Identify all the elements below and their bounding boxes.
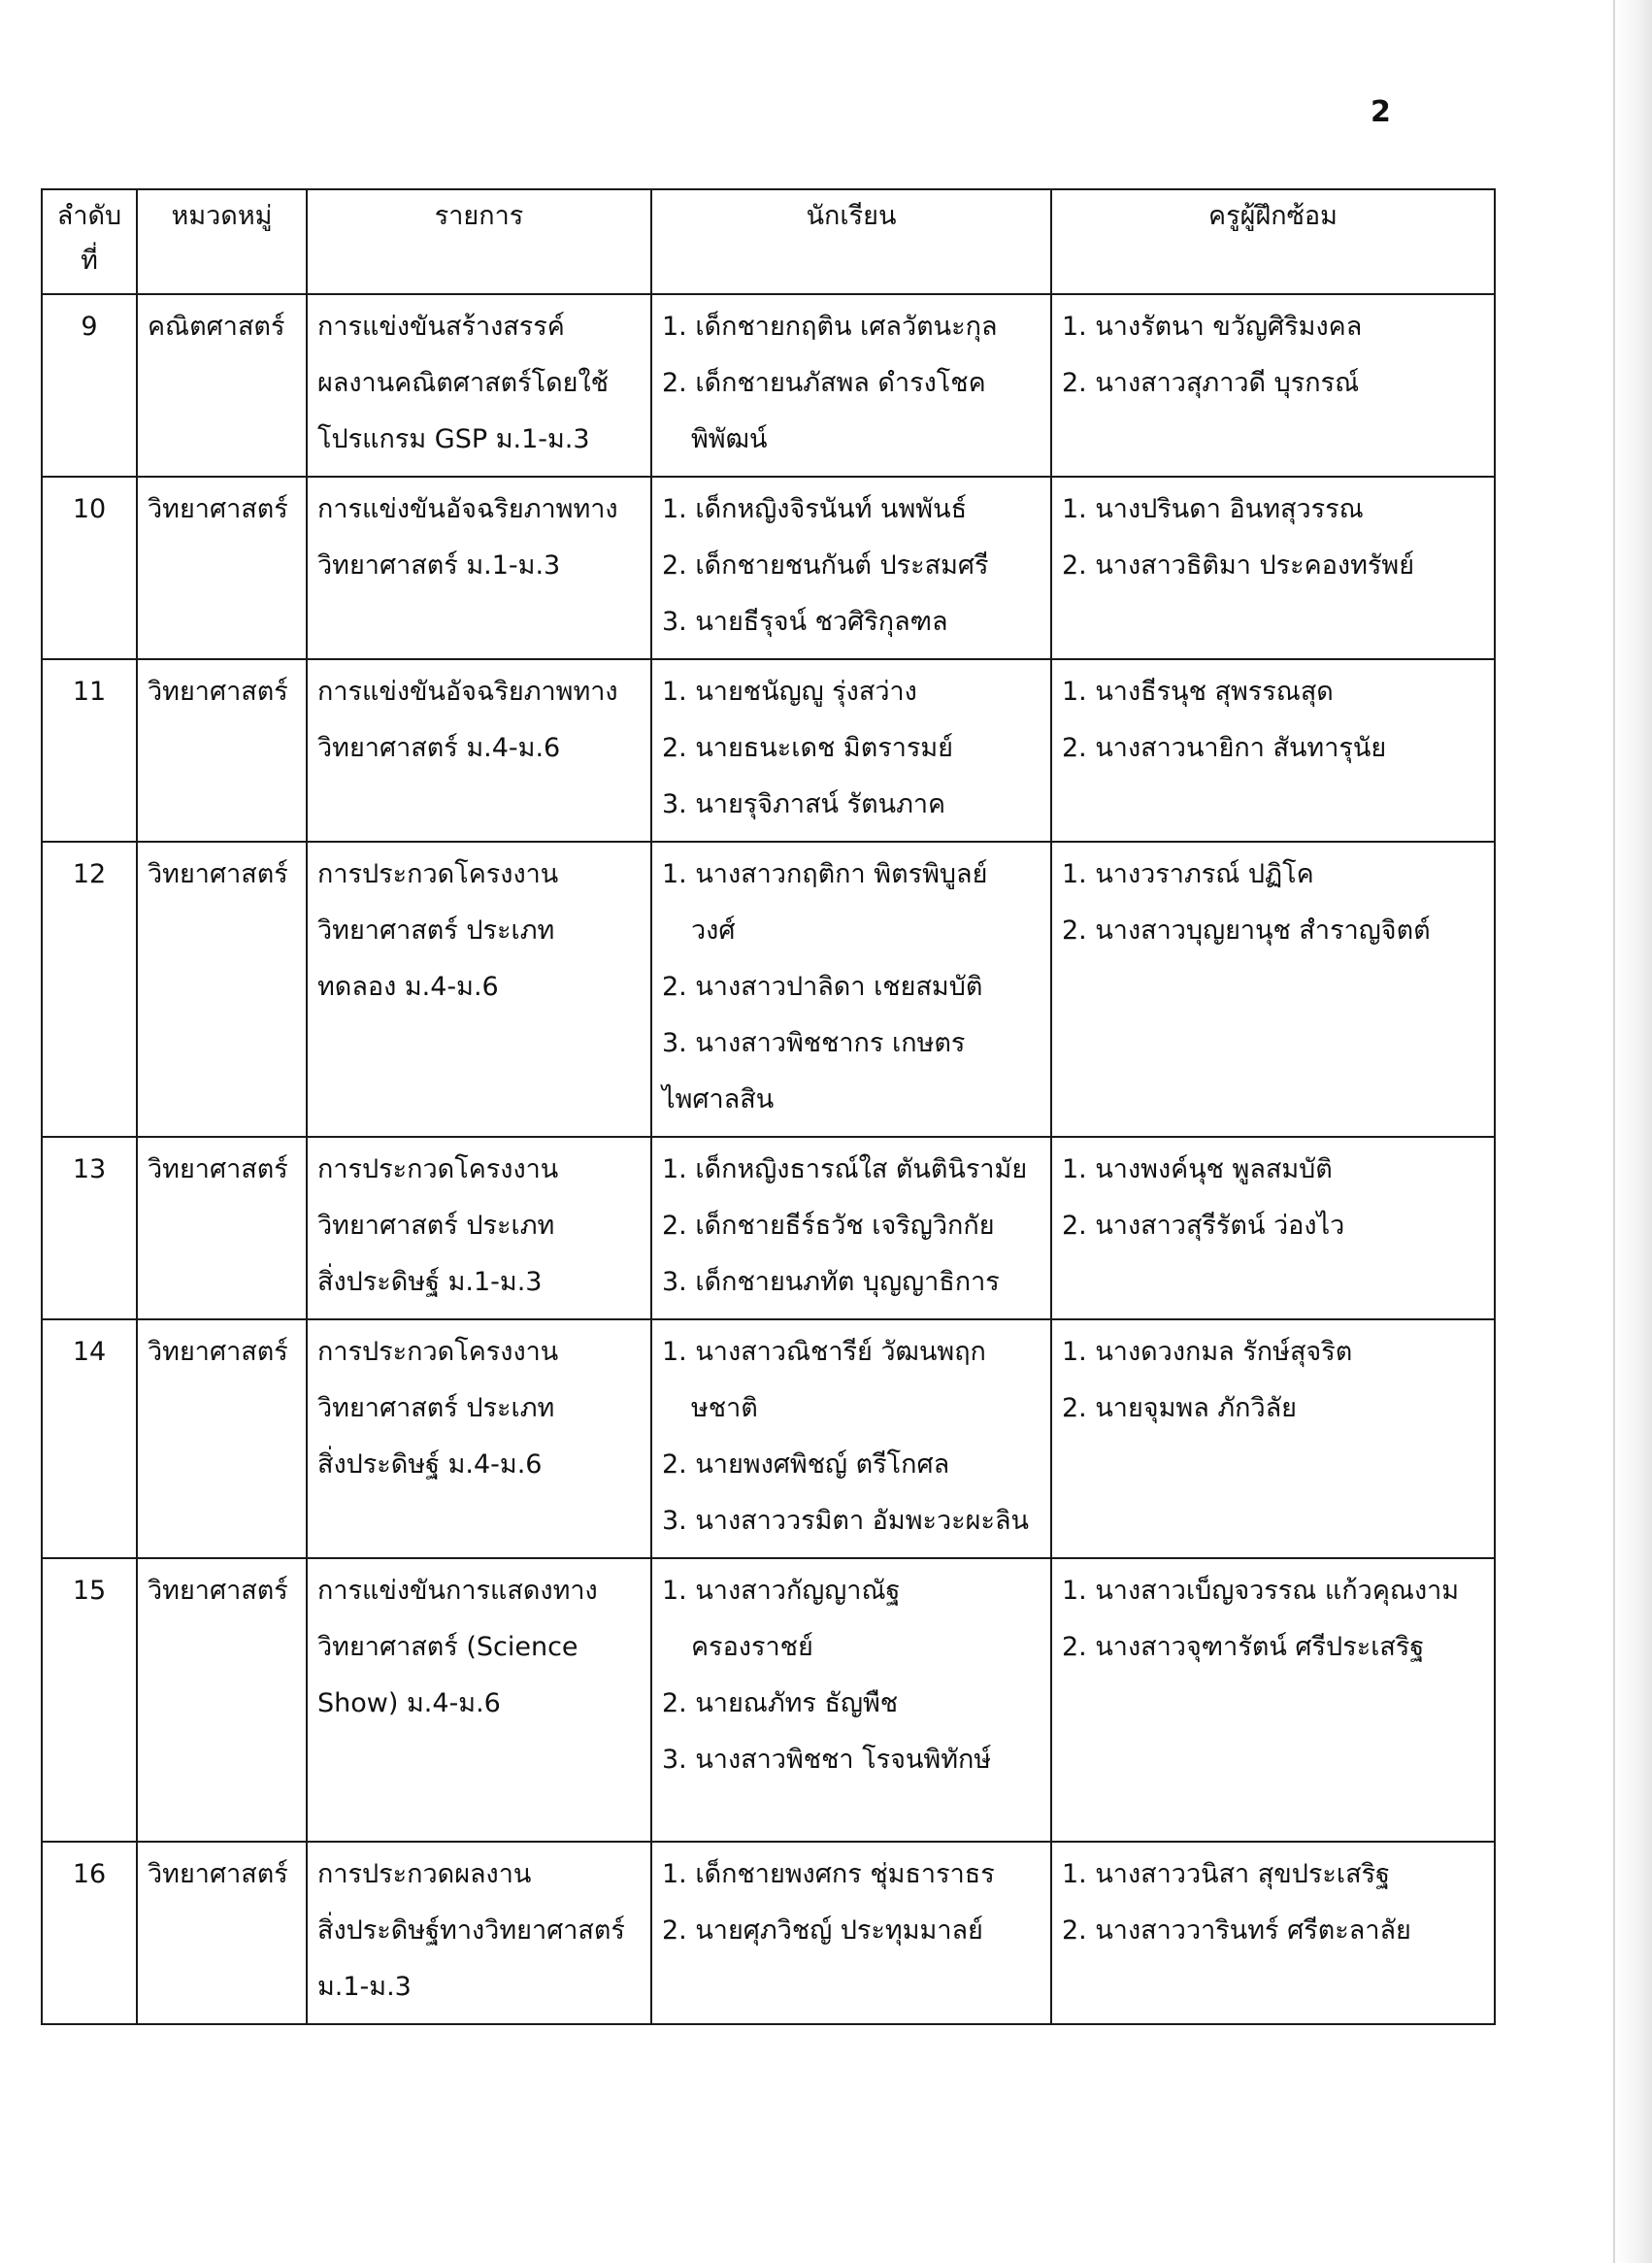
table-row — [42, 294, 1495, 477]
row-item-line: การแข่งขันอัจฉริยภาพทาง — [317, 494, 618, 524]
header-item: รายการ — [307, 189, 651, 294]
table-body — [42, 294, 1495, 2024]
row-coaches — [1051, 1842, 1495, 2024]
row-students — [651, 294, 1051, 477]
row-item-line: สิ่งประดิษฐ์ ม.1-ม.3 — [317, 1267, 543, 1297]
row-students-line: 3. นางสาวพิชชา โรจนพิทักษ์ — [662, 1745, 992, 1775]
row-item — [307, 294, 651, 477]
row-students-line: 3. นายรุจิภาสน์ รัตนภาค — [662, 789, 946, 819]
header-category: หมวดหมู่ — [137, 189, 307, 294]
row-item — [307, 842, 651, 1137]
row-coaches — [1051, 294, 1495, 477]
row-students — [651, 1319, 1051, 1558]
row-number: 14 — [42, 1319, 137, 1558]
row-item — [307, 477, 651, 659]
row-category: วิทยาศาสตร์ — [137, 842, 307, 1137]
row-item-line: ทดลอง ม.4-ม.6 — [317, 972, 499, 1002]
row-students-line: 1. เด็กชายกฤติน เศลวัตนะกุล — [662, 312, 998, 342]
row-coaches-line: 1. นางรัตนา ขวัญศิริมงคล — [1062, 312, 1363, 342]
row-coaches — [1051, 1137, 1495, 1319]
row-coaches-line: 2. นางสาวนายิกา สันทารุนัย — [1062, 733, 1387, 763]
row-students-line: 3. นางสาววรมิตา อัมพะวะผะลิน — [662, 1506, 1029, 1536]
page-number: 2 — [1371, 95, 1391, 129]
row-students-line: 1. เด็กชายพงศกร ชุ่มธาราธร — [662, 1859, 995, 1889]
row-students-line: 2. นายศุภวิชญ์ ประทุมมาลย์ — [662, 1915, 983, 1946]
header-coaches: ครูผู้ฝึกซ้อม — [1051, 189, 1495, 294]
row-category: วิทยาศาสตร์ — [137, 1558, 307, 1842]
row-item-line: การประกวดผลงาน — [317, 1859, 532, 1889]
row-coaches-line: 2. นางสาววารินทร์ ศรีตะลาลัย — [1062, 1915, 1411, 1946]
row-students-line: 1. นางสาวกัญญาณัฐ — [662, 1576, 901, 1606]
row-students-line: 1. เด็กหญิงจิรนันท์ นพพันธ์ — [662, 494, 968, 524]
row-item-line: วิทยาศาสตร์ ประเภท — [317, 1393, 555, 1423]
row-coaches-line: 2. นางสาวจุฑารัตน์ ศรีประเสริฐ — [1062, 1632, 1425, 1662]
row-item-line: การแข่งขันอัจฉริยภาพทาง — [317, 677, 618, 707]
row-coaches — [1051, 477, 1495, 659]
row-number: 15 — [42, 1558, 137, 1842]
row-students-line: 2. เด็กชายนภัสพล ดำรงโชค — [662, 368, 986, 398]
row-item-line: สิ่งประดิษฐ์ ม.4-ม.6 — [317, 1449, 543, 1480]
row-category: คณิตศาสตร์ — [137, 294, 307, 477]
row-item — [307, 1842, 651, 2024]
row-students-line: 2. นายพงศพิชญ์ ตรีโกศล — [662, 1449, 950, 1480]
row-students-line: 1. นางสาวณิชารีย์ วัฒนพฤก — [662, 1337, 986, 1367]
row-coaches-line: 1. นางสาววนิสา สุขประเสริฐ — [1062, 1859, 1390, 1889]
row-coaches-line: 2. นางสาวบุญยานุช สำราญจิตต์ — [1062, 915, 1431, 946]
row-students-line: พิพัฒน์ — [691, 424, 768, 454]
row-item-line: Show) ม.4-ม.6 — [317, 1688, 501, 1718]
row-number: 12 — [42, 842, 137, 1137]
row-coaches — [1051, 842, 1495, 1137]
row-students-line: ษชาติ — [691, 1393, 758, 1423]
table-row — [42, 659, 1495, 842]
row-students-line: 3. นางสาวพิชชากร เกษตร — [662, 1028, 966, 1058]
row-students-line: ครองราชย์ — [691, 1632, 813, 1662]
row-students-line: 3. เด็กชายนภทัต บุญญาธิการ — [662, 1267, 1000, 1297]
row-students-line: 2. นายธนะเดช มิตรารมย์ — [662, 733, 954, 763]
row-item-line: การแข่งขันสร้างสรรค์ — [317, 312, 565, 342]
row-students-line: 2. นายณภัทร ธัญพืช — [662, 1688, 899, 1718]
row-item-line: วิทยาศาสตร์ (Science — [317, 1632, 578, 1662]
row-item-line: วิทยาศาสตร์ ประเภท — [317, 915, 555, 946]
row-number: 11 — [42, 659, 137, 842]
row-category: วิทยาศาสตร์ — [137, 477, 307, 659]
row-students — [651, 1137, 1051, 1319]
row-coaches — [1051, 1319, 1495, 1558]
table-row — [42, 477, 1495, 659]
row-coaches-line: 2. นางสาวสุรีรัตน์ ว่องไว — [1062, 1211, 1345, 1241]
row-item-line: ผลงานคณิตศาสตร์โดยใช้ — [317, 368, 609, 398]
row-number: 16 — [42, 1842, 137, 2024]
table-row — [42, 1842, 1495, 2024]
table-row — [42, 1319, 1495, 1558]
header-no: ลำดับที่ — [42, 189, 137, 294]
row-item-line: การประกวดโครงงาน — [317, 1154, 559, 1184]
competition-table — [41, 188, 1496, 2025]
row-category: วิทยาศาสตร์ — [137, 1319, 307, 1558]
row-item — [307, 1319, 651, 1558]
row-category: วิทยาศาสตร์ — [137, 1842, 307, 2024]
row-coaches-line: 2. นางสาวสุภาวดี บุรกรณ์ — [1062, 368, 1360, 398]
row-coaches — [1051, 1558, 1495, 1842]
row-item-line: ม.1-ม.3 — [317, 1972, 412, 2002]
row-category: วิทยาศาสตร์ — [137, 659, 307, 842]
row-students-line: 2. เด็กชายธีร์ธวัช เจริญวิกกัย — [662, 1211, 995, 1241]
row-students — [651, 1842, 1051, 2024]
row-coaches-line: 1. นางสาวเบ็ญจวรรณ แก้วคุณงาม — [1062, 1576, 1460, 1606]
row-item-line: โปรแกรม GSP ม.1-ม.3 — [317, 424, 590, 454]
row-item-line: การประกวดโครงงาน — [317, 859, 559, 889]
row-item-line: การแข่งขันการแสดงทาง — [317, 1576, 598, 1606]
row-students-line: 1. นางสาวกฤติกา พิตรพิบูลย์ — [662, 859, 988, 889]
row-coaches-line: 2. นายจุมพล ภักวิลัย — [1062, 1393, 1297, 1423]
row-students — [651, 477, 1051, 659]
table-row — [42, 1558, 1495, 1842]
row-category: วิทยาศาสตร์ — [137, 1137, 307, 1319]
page-edge-shadow — [1613, 0, 1652, 2263]
row-number: 9 — [42, 294, 137, 477]
row-item-line: การประกวดโครงงาน — [317, 1337, 559, 1367]
row-coaches-line: 1. นางวราภรณ์ ปฏิโค — [1062, 859, 1314, 889]
row-item — [307, 659, 651, 842]
row-number: 10 — [42, 477, 137, 659]
row-item-line: วิทยาศาสตร์ ม.4-ม.6 — [317, 733, 561, 763]
row-item — [307, 1137, 651, 1319]
row-students-line: 2. นางสาวปาลิดา เชยสมบัติ — [662, 972, 983, 1002]
row-coaches-line: 1. นางธีรนุช สุพรรณสุด — [1062, 677, 1334, 707]
table-header-row — [42, 189, 1495, 294]
row-students — [651, 842, 1051, 1137]
row-coaches-line: 1. นางปรินดา อินทสุวรรณ — [1062, 494, 1364, 524]
row-item-line: วิทยาศาสตร์ ม.1-ม.3 — [317, 550, 561, 581]
row-coaches — [1051, 659, 1495, 842]
row-item — [307, 1558, 651, 1842]
row-students — [651, 1558, 1051, 1842]
row-item-line: สิ่งประดิษฐ์ทางวิทยาศาสตร์ — [317, 1915, 625, 1946]
row-students — [651, 659, 1051, 842]
header-students: นักเรียน — [651, 189, 1051, 294]
row-coaches-line: 2. นางสาวธิติมา ประคองทรัพย์ — [1062, 550, 1415, 581]
row-students-line: ไพศาลสิน — [662, 1084, 775, 1115]
row-students-line: 1. นายชนัญญู รุ่งสว่าง — [662, 677, 917, 707]
row-item-line: วิทยาศาสตร์ ประเภท — [317, 1211, 555, 1241]
row-students-line: 3. นายธีรุจน์ ชวศิริกุลฑล — [662, 607, 948, 637]
table-row — [42, 842, 1495, 1137]
row-coaches-line: 1. นางพงค์นุช พูลสมบัติ — [1062, 1154, 1333, 1184]
row-coaches-line: 1. นางดวงกมล รักษ์สุจริต — [1062, 1337, 1353, 1367]
row-students-line: วงศ์ — [691, 915, 736, 946]
table-row — [42, 1137, 1495, 1319]
row-students-line: 2. เด็กชายชนกันต์ ประสมศรี — [662, 550, 989, 581]
row-students-line: 1. เด็กหญิงธารณ์ใส ตันตินิรามัย — [662, 1154, 1028, 1184]
row-number: 13 — [42, 1137, 137, 1319]
